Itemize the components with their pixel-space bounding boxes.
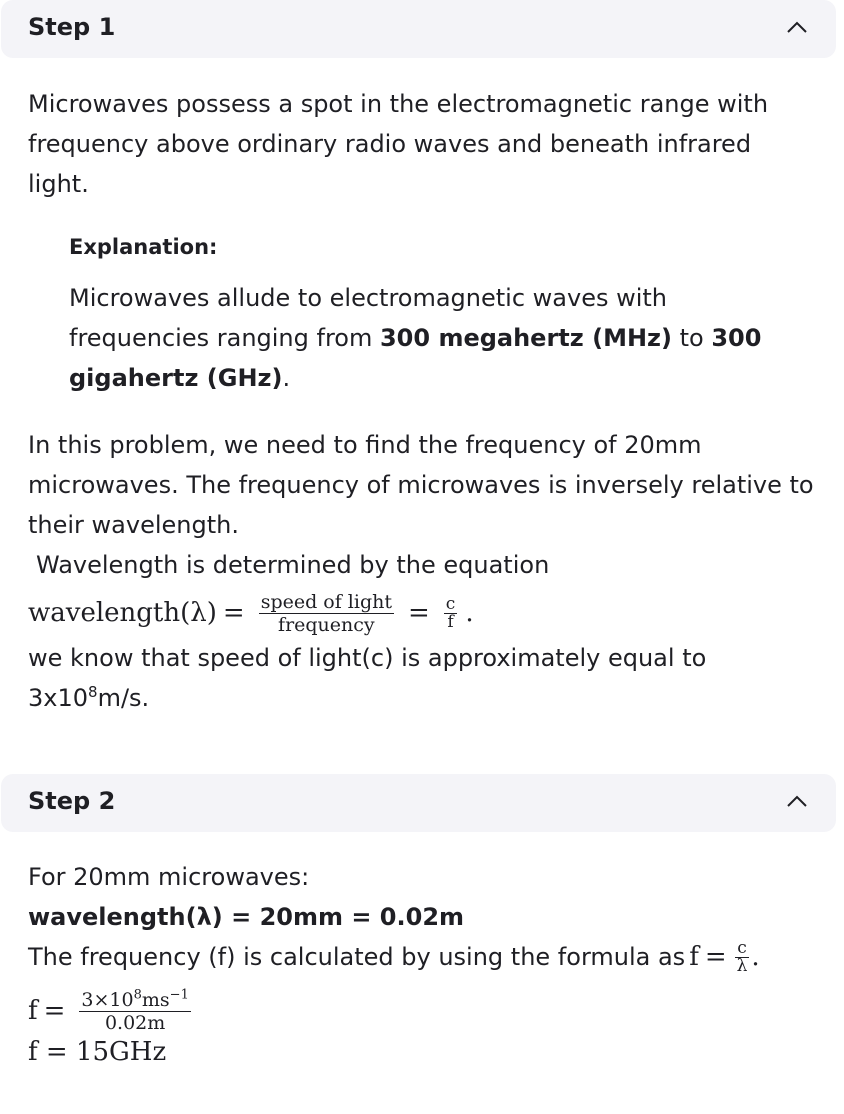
step-2-formula-line: The frequency (f) is calculated by using the formula as f = $\frac{c}{\lambda}$ . xyxy=(28,937,760,976)
step-1-header[interactable] xyxy=(1,0,836,58)
explanation-text: Microwaves allude to electromagnetic waves with frequencies ranging from 300 megahertz (MHz) to 300 gigahertz (GHz). xyxy=(69,284,762,392)
step-2-header[interactable] xyxy=(1,774,836,832)
step-2-title: Step 2 xyxy=(28,787,116,815)
step-2-calculation: f = $\frac{3\times 10^8ms^{-1}}{0.02m}$ xyxy=(28,987,189,1034)
step-1-title: Step 1 xyxy=(28,13,116,41)
explanation-label: Explanation: xyxy=(69,235,218,259)
wavelength-equation: wavelength(λ) = $\frac{\text{speed of light}}{\text{frequency}}$ = $\frac{c}{f}$ . xyxy=(28,590,474,636)
speed-of-light-text: we know that speed of light(c) is approximately equal to $3x10^8m/s$. xyxy=(28,644,707,712)
chevron-up-icon[interactable] xyxy=(786,794,808,808)
step-2-wavelength: wavelength(λ) = 20mm = 0.02m xyxy=(28,903,465,931)
problem-statement: In this problem, we need to find the frequency of 20mm microwaves. The frequency of microwaves is inversely relative to their wavelength. xyxy=(28,431,814,539)
step-1-intro: Microwaves possess a spot in the electromagnetic range with frequency above ordinary radio waves and beneath infrared light. xyxy=(28,90,769,198)
chevron-up-icon[interactable] xyxy=(786,20,808,34)
step-2-line-1: For 20mm microwaves: xyxy=(28,863,310,891)
step-2-result: f = 15GHz xyxy=(28,1037,167,1067)
wavelength-intro: Wavelength is determined by the equation xyxy=(36,551,550,579)
